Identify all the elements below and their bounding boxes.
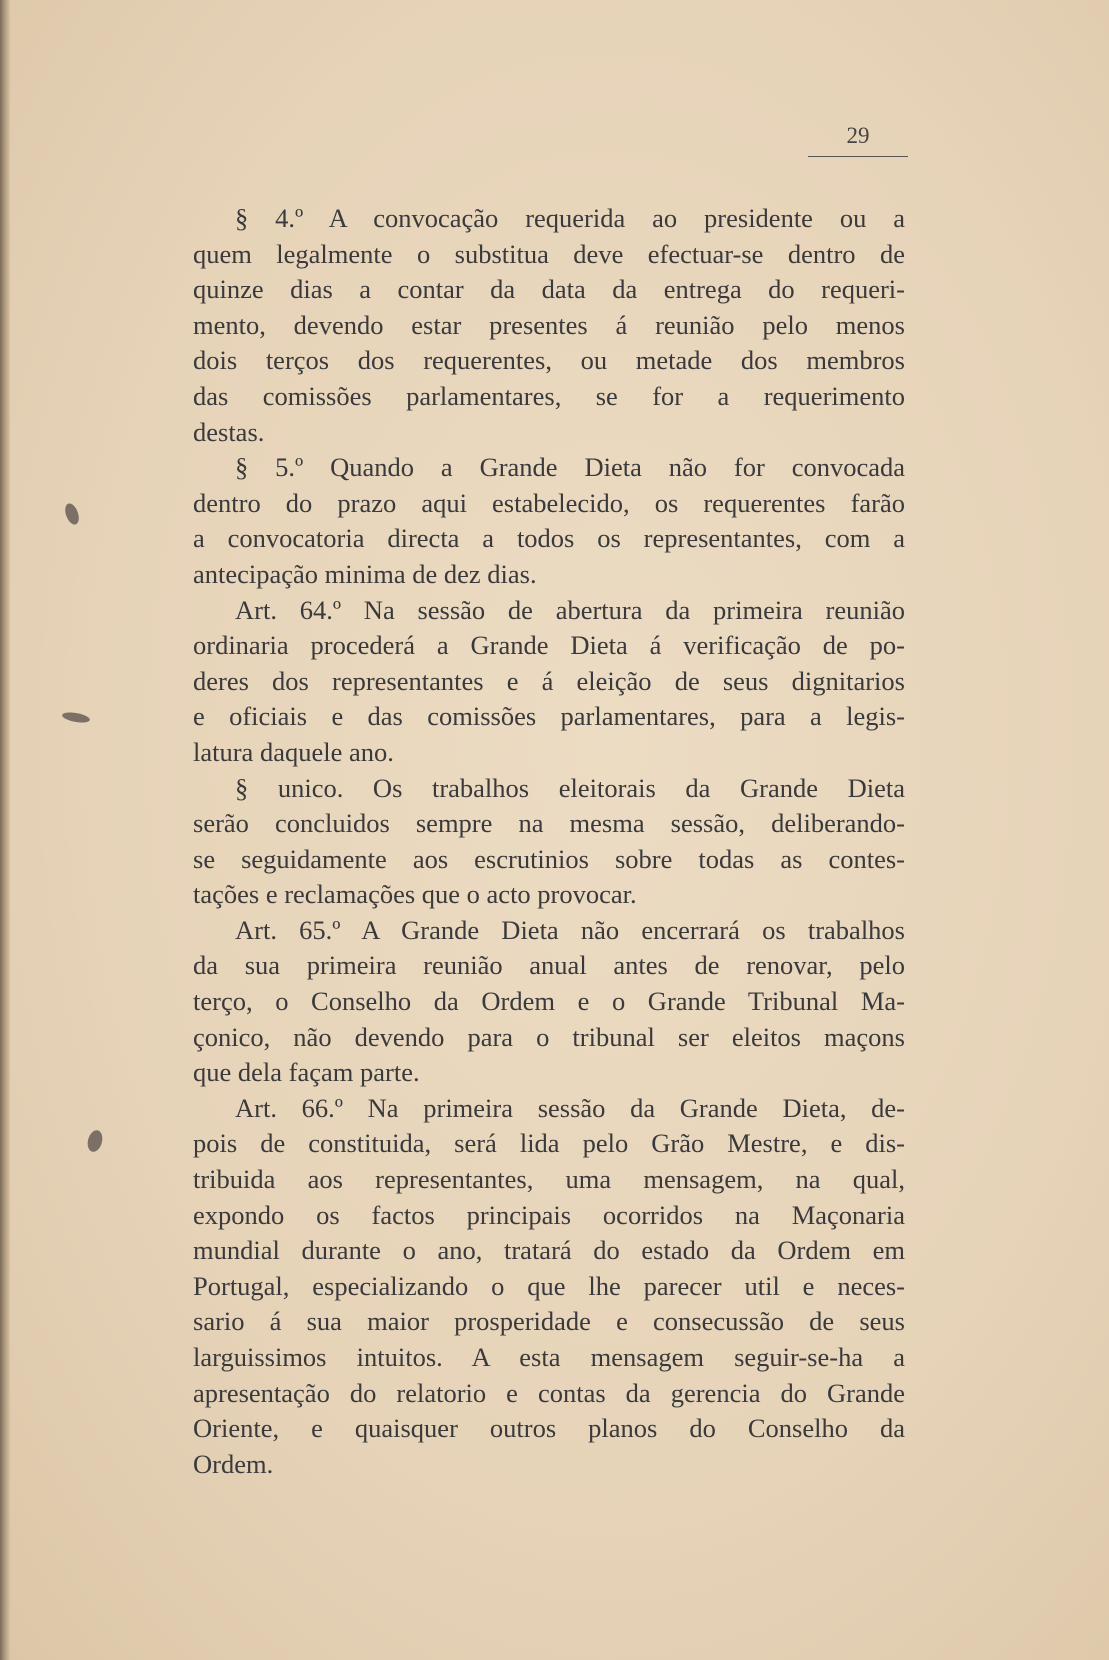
text-line: Art. 64.º Na sessão de abertura da primeira reunião [235,594,905,625]
text-line: das comissões parlamentares, se for a requerimento [193,380,905,411]
ink-stain [63,502,82,527]
text-line: quem legalmente o substitua deve efectuar-se dentro de [193,238,905,269]
text-line: § unico. Os trabalhos eleitorais da Grande Dieta [235,772,905,803]
text-line: apresentação do relatorio e contas da gerencia do Grande [193,1377,905,1408]
text-line: se seguidamente aos escrutinios sobre todas as contes- [193,843,905,874]
page-number: 29 [846,123,870,148]
text-line: tações e reclamações que o acto provocar. [193,879,637,910]
text-line: tribuida aos representantes, uma mensagem, na qual, [193,1164,905,1195]
text-line: Portugal, especializando o que lhe parecer util e neces- [193,1270,905,1301]
text-line: quinze dias a contar da data da entrega do requeri- [193,274,905,305]
body-text [193,201,905,1482]
text-line: terço, o Conselho da Ordem e o Grande Tribunal Ma- [193,986,905,1017]
text-line: sario á sua maior prosperidade e consecussão de seus [193,1306,905,1337]
text-line: mundial durante o ano, tratará do estado da Ordem em [193,1235,905,1266]
text-line: dois terços dos requerentes, ou metade dos membros [193,345,905,376]
text-line: ordinaria procederá a Grande Dieta á verificação de po- [193,630,905,661]
text-line: çonico, não devendo para o tribunal ser eleitos maçons [193,1021,905,1052]
text-line: Art. 65.º A Grande Dieta não encerrará os trabalhos [235,914,905,945]
text-line: mento, devendo estar presentes á reunião pelo menos [193,309,905,340]
text-line: § 5.º Quando a Grande Dieta não for convocada [235,452,905,483]
ink-stain [61,711,90,725]
text-line: Ordem. [193,1448,274,1479]
text-line: que dela façam parte. [193,1057,420,1088]
text-line: a convocatoria directa a todos os representantes, com a [193,523,905,554]
ink-stain [85,1129,104,1154]
text-line: pois de constituida, será lida pelo Grão Mestre, e dis- [193,1128,905,1159]
text-line: serão concluidos sempre na mesma sessão, deliberando- [193,808,905,839]
text-line: Art. 66.º Na primeira sessão da Grande Dieta, de- [235,1092,905,1123]
text-line: antecipação minima de dez dias. [193,558,537,589]
text-line: destas. [193,416,265,447]
text-line: latura daquele ano. [193,736,394,767]
header-rule [808,156,908,157]
text-line: e oficiais e das comissões parlamentares, para a legis- [193,701,905,732]
text-line: dentro do prazo aqui estabelecido, os requerentes farão [193,487,905,518]
text-line: expondo os factos principais ocorridos na Maçonaria [193,1199,905,1230]
text-line: da sua primeira reunião anual antes de renovar, pelo [193,950,905,981]
text-line: § 4.º A convocação requerida ao presidente ou a [235,203,905,233]
text-line: larguissimos intuitos. A esta mensagem seguir-se-ha a [193,1342,905,1372]
text-line: Oriente, e quaisquer outros planos do Conselho da [193,1413,905,1444]
text-line: deres dos representantes e á eleição de seus dignitarios [193,665,905,696]
binding-edge [0,0,10,1660]
